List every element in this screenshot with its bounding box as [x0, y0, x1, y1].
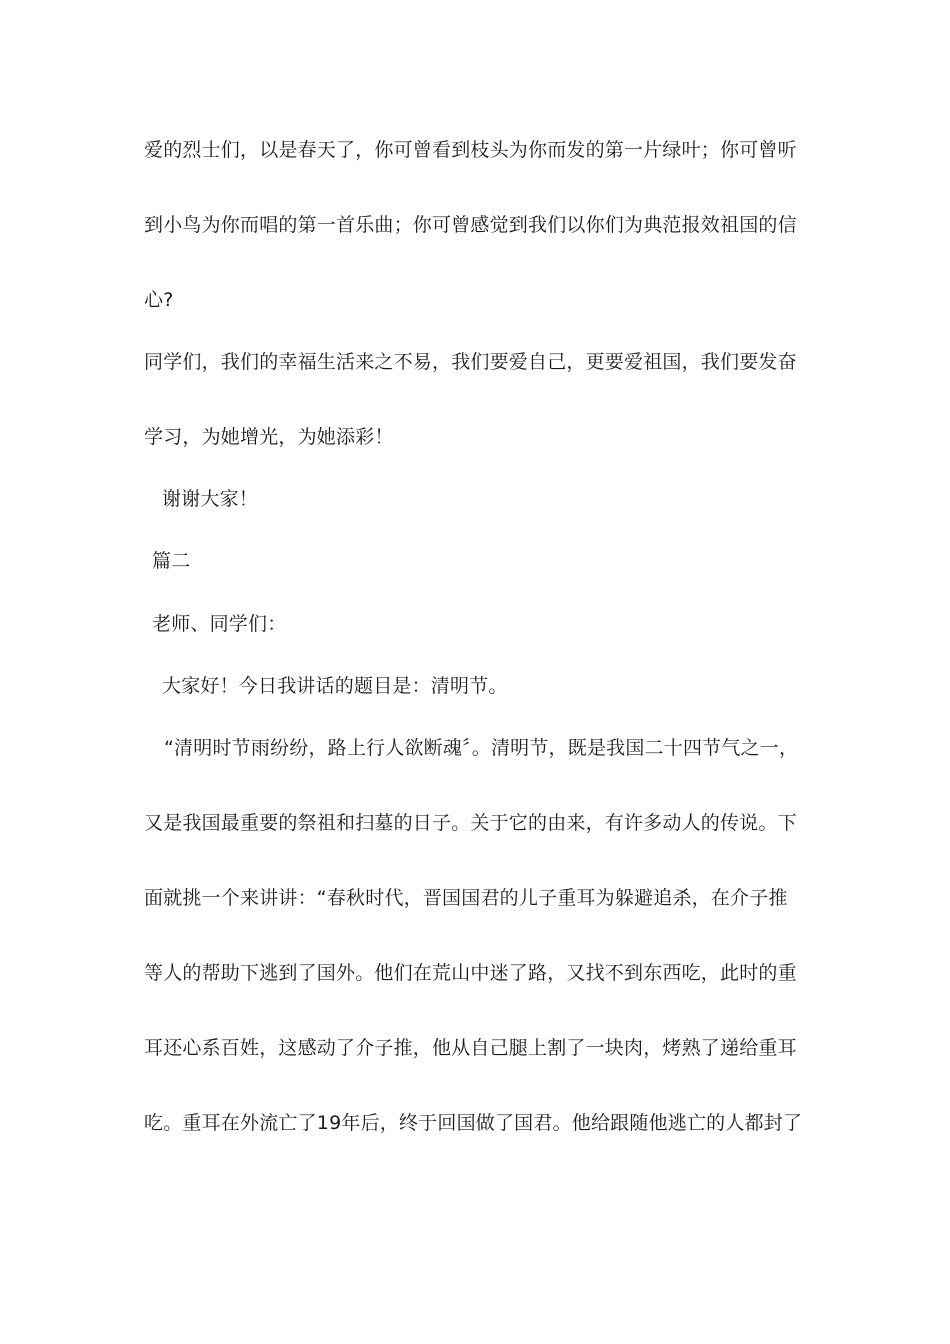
- paragraph-line-7: 又是我国最重要的祭祖和扫墓的日子。关于它的由来，有许多动人的传说。下: [144, 812, 797, 834]
- paragraph-line-2: 到小鸟为你而唱的第一首乐曲；你可曾感觉到我们以你们为典范报效祖国的信: [144, 214, 797, 236]
- salutation: 老师、同学们：: [152, 613, 287, 635]
- section-heading: 篇二: [152, 550, 191, 572]
- paragraph-line-8: 面就挑一个来讲讲：“春秋时代，晋国国君的儿子重耳为躲避追杀，在介子推: [144, 887, 788, 909]
- closing-thanks: 谢谢大家！: [162, 488, 259, 510]
- speech-intro: 大家好！今日我讲话的题目是：清明节。: [162, 675, 508, 697]
- paragraph-line-10: 耳还心系百姓，这感动了介子推，他从自己腿上割了一块肉，烤熟了递给重耳: [144, 1037, 797, 1059]
- paragraph-line-9: 等人的帮助下逃到了国外。他们在荒山中迷了路，又找不到东西吃，此时的重: [144, 962, 797, 984]
- paragraph-line-6: “清明时节雨纷纷，路上行人欲断魂〞。清明节，既是我国二十四节气之一，: [164, 737, 799, 759]
- paragraph-line-3: 心?: [144, 289, 174, 311]
- paragraph-line-11: 吃。重耳在外流亡了19年后，终于回国做了国君。他给跟随他逃亡的人都封了: [144, 1112, 803, 1134]
- paragraph-line-4: 同学们，我们的幸福生活来之不易，我们要爱自己，更要爱祖国，我们要发奋: [144, 351, 797, 373]
- paragraph-line-1: 爱的烈士们，以是春天了，你可曾看到枝头为你而发的第一片绿叶；你可曾听: [144, 139, 797, 161]
- paragraph-line-5: 学习，为她增光，为她添彩！: [144, 426, 394, 448]
